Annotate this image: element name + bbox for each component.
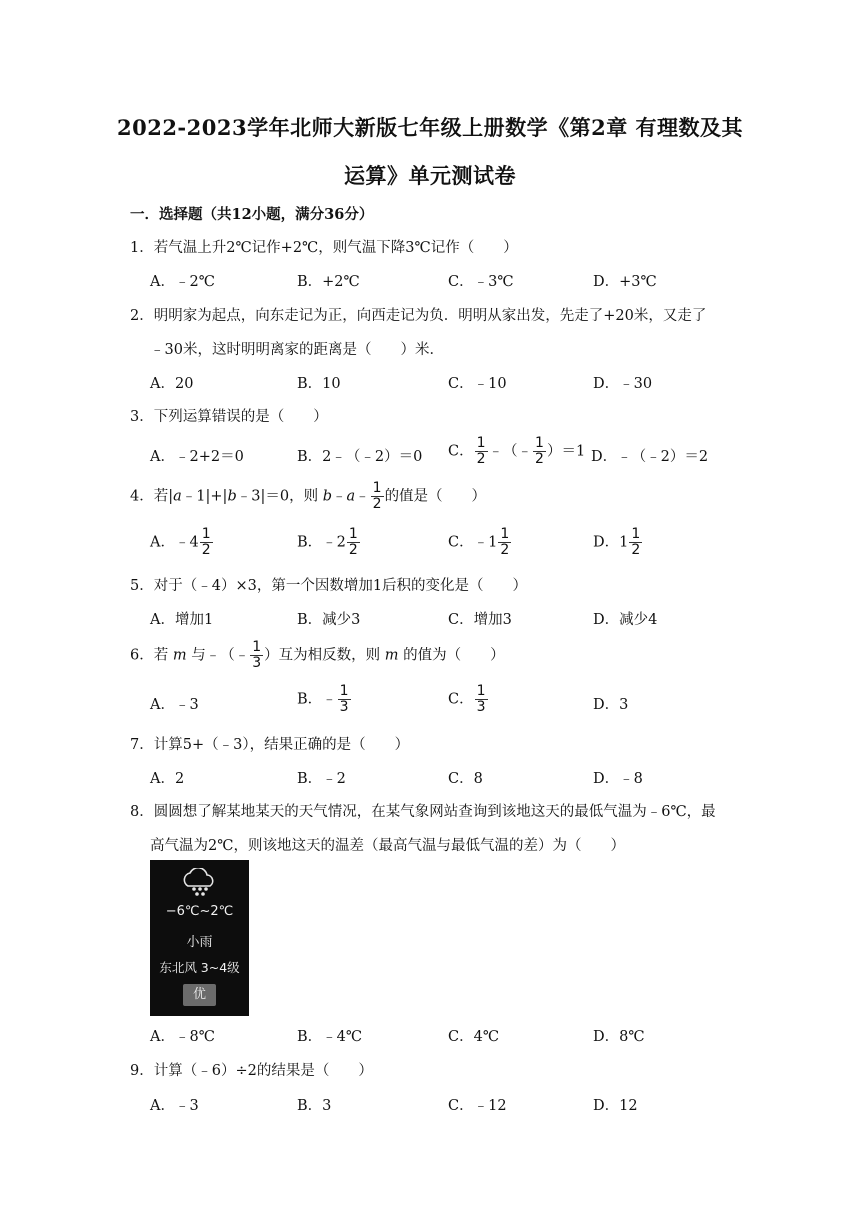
q9-option-a: A．﹣3 <box>150 1098 199 1114</box>
q6-option-b: B．﹣ $\frac{1}{3}$ <box>297 683 349 715</box>
question-2-line1: 2．明明家为起点，向东走记为正，向西走记为负．明明从家出发，先走了+20米，又走了 <box>130 308 707 324</box>
question-2-line2: ﹣30米，这时明明离家的距离是（ ）米． <box>150 342 444 358</box>
fraction-one-half: $\frac{1}{2}$ <box>535 435 544 467</box>
weather-temperature: −6℃~2℃ <box>165 904 234 919</box>
page-title-line2: 运算》单元测试卷 <box>344 163 516 188</box>
fraction-one-half: $\frac{1}{2}$ <box>201 526 211 558</box>
q8-option-c: C．4℃ <box>448 1029 500 1045</box>
question-3: 3．下列运算错误的是（ ） <box>130 409 328 425</box>
fraction-one-half: $\frac{1}{2}$ <box>372 480 382 512</box>
question-4: 4．若|a﹣1|+|b﹣3|＝0，则 b﹣a﹣ $\frac{1}{2}$ 的值是（ ） <box>130 480 487 512</box>
q1-option-d: D．+3℃ <box>593 274 657 290</box>
q6-option-c: C． $\frac{1}{3}$ <box>448 683 486 715</box>
q1-option-b: B．+2℃ <box>297 274 360 290</box>
q8-option-a: A．﹣8℃ <box>150 1029 215 1045</box>
fraction-one-third: $\frac{1}{3}$ <box>252 639 262 671</box>
question-8-line1: 8．圆圆想了解某地某天的天气情况，在某气象网站查询到该地这天的最低气温为﹣6℃，最 <box>130 804 716 820</box>
fraction-one-half: $\frac{1}{2}$ <box>476 435 486 467</box>
q2-option-b: B．10 <box>297 376 341 392</box>
fraction-one-half: $\frac{1}{2}$ <box>348 526 358 558</box>
weather-aqi-badge: 优 <box>183 984 216 1006</box>
q6-option-a: A．﹣3 <box>150 697 199 713</box>
question-6: 6．若 m 与﹣（﹣ $\frac{1}{3}$ ）互为相反数，则 m 的值为（ ） <box>130 639 505 671</box>
q7-option-c: C．8 <box>448 771 483 787</box>
fraction-one-half: $\frac{1}{2}$ <box>500 526 510 558</box>
q5-option-d: D．减少4 <box>593 612 658 628</box>
q4-option-d: D．1 $\frac{1}{2}$ <box>593 526 641 558</box>
q9-option-b: B．3 <box>297 1098 332 1114</box>
page-title-line1: 2022-2023学年北师大新版七年级上册数学《第2章 有理数及其 <box>116 115 744 140</box>
rain-cloud-icon <box>179 868 219 898</box>
q7-option-d: D．﹣8 <box>593 771 643 787</box>
fraction-one-half: $\frac{1}{2}$ <box>631 526 641 558</box>
weather-wind: 东北风 3~4级 <box>159 960 240 975</box>
q3-option-c: C． $\frac{1}{2}$ ﹣（﹣ $\frac{1}{2}$ ）＝1 <box>448 435 586 467</box>
question-9: 9．计算（﹣6）÷2的结果是（ ） <box>130 1063 373 1079</box>
q4-option-a: A．﹣4 $\frac{1}{2}$ <box>150 526 211 558</box>
q5-option-a: A．增加1 <box>150 612 214 628</box>
q7-option-b: B．﹣2 <box>297 771 346 787</box>
q3-option-d: D．﹣（﹣2）＝2 <box>591 449 709 465</box>
q3-option-a: A．﹣2+2＝0 <box>150 449 244 465</box>
q4-option-b: B．﹣2 $\frac{1}{2}$ <box>297 526 358 558</box>
q2-option-a: A．20 <box>150 376 194 392</box>
question-7: 7．计算5+（﹣3），结果正确的是（ ） <box>130 737 410 753</box>
fraction-one-third: $\frac{1}{3}$ <box>339 683 349 715</box>
q9-option-c: C．﹣12 <box>448 1098 507 1114</box>
q3-option-b: B．2﹣（﹣2）＝0 <box>297 449 423 465</box>
q8-option-d: D．8℃ <box>593 1029 645 1045</box>
q2-option-c: C．﹣10 <box>448 376 507 392</box>
fraction-one-third: $\frac{1}{3}$ <box>476 683 486 715</box>
q1-option-a: A．﹣2℃ <box>150 274 215 290</box>
q1-option-c: C．﹣3℃ <box>448 274 514 290</box>
q2-option-d: D．﹣30 <box>593 376 653 392</box>
q7-option-a: A．2 <box>150 771 185 787</box>
weather-card-image <box>150 860 249 1016</box>
question-8-line2: 高气温为2℃，则该地这天的温差（最高气温与最低气温的差）为（ ） <box>150 838 625 854</box>
q5-option-b: B．减少3 <box>297 612 361 628</box>
q5-option-c: C．增加3 <box>448 612 512 628</box>
section-heading: 一．选择题（共12小题，满分36分） <box>130 206 374 223</box>
q9-option-d: D．12 <box>593 1098 638 1114</box>
weather-condition: 小雨 <box>186 935 213 950</box>
q6-option-d: D．3 <box>593 697 629 713</box>
q8-option-b: B．﹣4℃ <box>297 1029 363 1045</box>
question-1: 1．若气温上升2℃记作+2℃，则气温下降3℃记作（ ） <box>130 240 518 256</box>
question-5: 5．对于（﹣4）×3，第一个因数增加1后积的变化是（ ） <box>130 578 528 594</box>
q4-option-c: C．﹣1 $\frac{1}{2}$ <box>448 526 510 558</box>
